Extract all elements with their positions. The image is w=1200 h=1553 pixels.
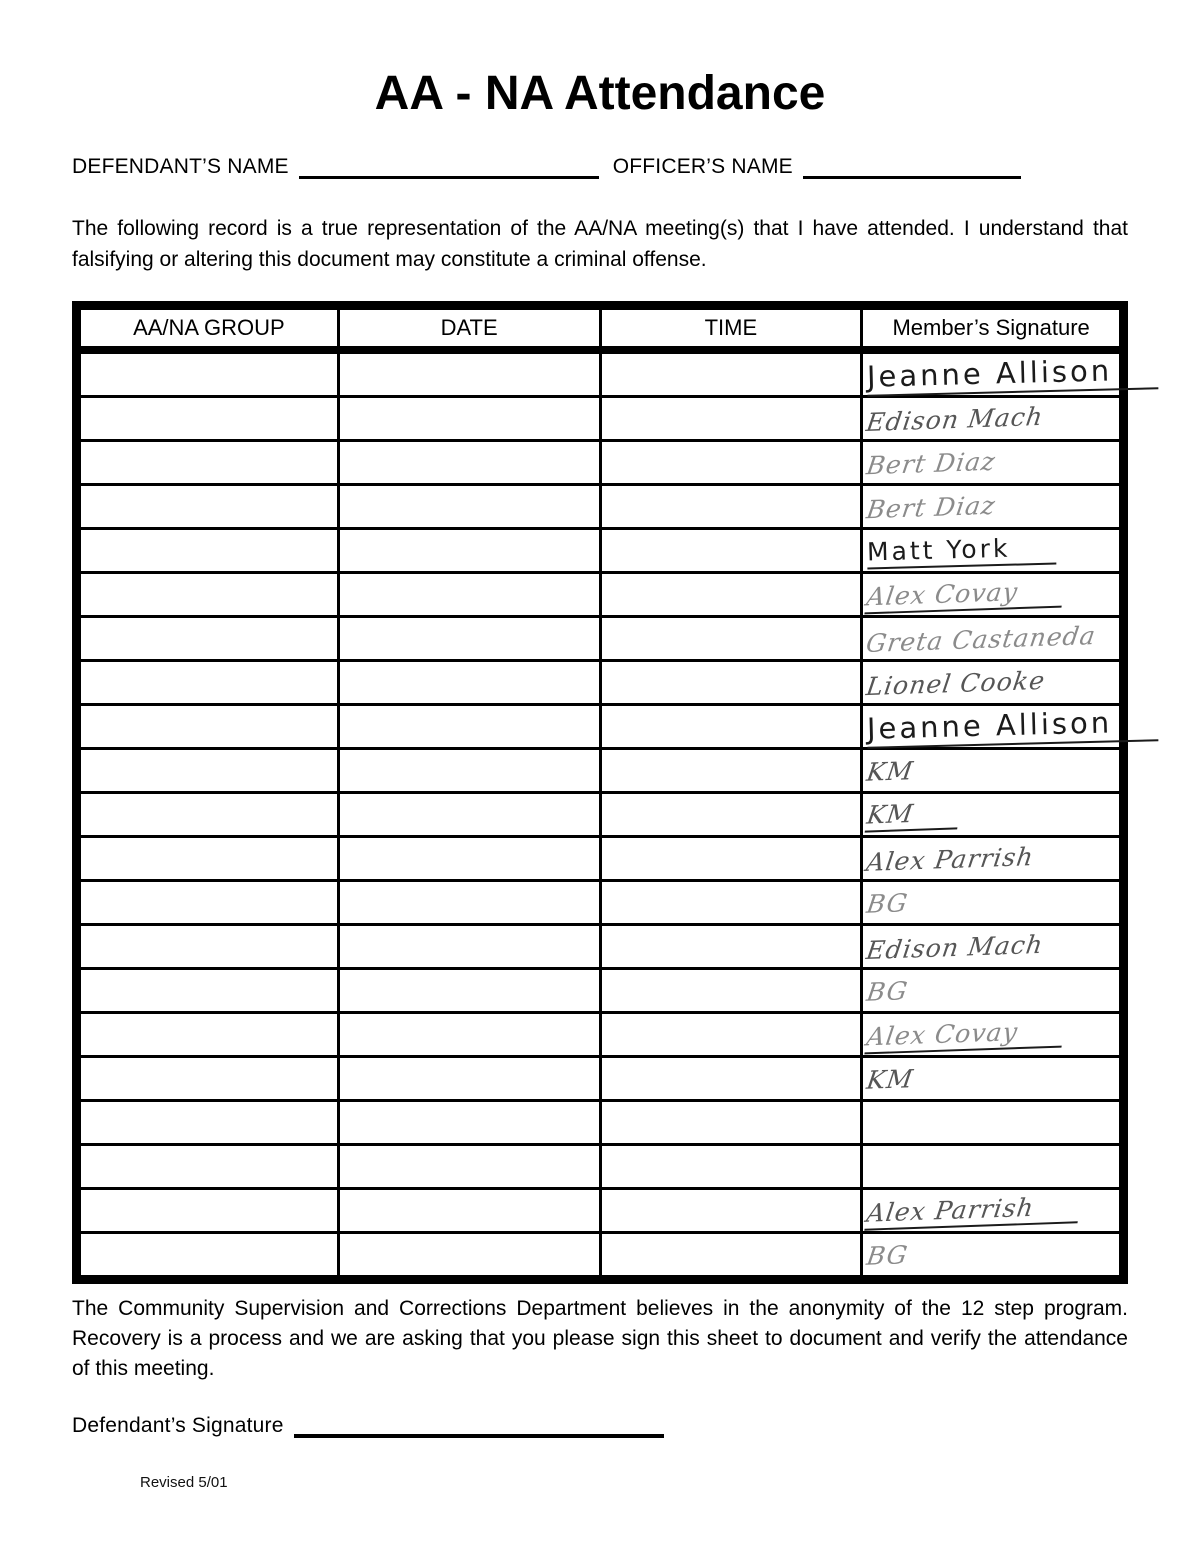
table-row <box>77 1145 1124 1189</box>
signature-cell <box>862 529 1124 573</box>
group-cell <box>77 969 339 1013</box>
time-cell <box>600 617 862 661</box>
time-cell <box>600 661 862 705</box>
attendance-rows <box>77 350 1124 1280</box>
member-signature: KM <box>865 799 962 832</box>
member-signature: Lionel Cooke <box>864 665 1048 701</box>
signature-cell <box>862 1013 1124 1057</box>
group-cell <box>77 397 339 441</box>
member-signature: Edison Mach <box>864 929 1046 965</box>
date-cell <box>338 1101 600 1145</box>
signature-cell <box>862 661 1124 705</box>
group-cell <box>77 925 339 969</box>
column-header-date: DATE <box>338 306 600 351</box>
page-title: AA - NA Attendance <box>374 67 826 120</box>
defendant-signature-row <box>72 1414 1128 1438</box>
date-cell <box>338 837 600 881</box>
footer-paragraph: The Community Supervision and Corrections Department believes in the anonymity of the 12 step program. Recovery is a process and we are asking that you please sign this sheet to document and verify the attendance of this meeting. <box>72 1297 1128 1380</box>
date-cell <box>338 969 600 1013</box>
member-signature: Alex Parrish <box>865 1193 1083 1230</box>
signature-cell <box>862 441 1124 485</box>
time-cell <box>600 793 862 837</box>
group-cell <box>77 749 339 793</box>
signature-cell <box>862 350 1124 397</box>
time-cell <box>600 1189 862 1233</box>
column-header-signature: Member’s Signature <box>862 306 1124 351</box>
date-cell <box>338 397 600 441</box>
date-cell <box>338 1013 600 1057</box>
date-cell <box>338 1233 600 1280</box>
signature-cell <box>862 881 1124 925</box>
group-cell <box>77 1013 339 1057</box>
table-row <box>77 485 1124 529</box>
name-fields-row <box>72 155 1128 179</box>
header-row <box>77 306 1124 351</box>
table-row <box>77 705 1124 749</box>
date-cell <box>338 485 600 529</box>
table-row <box>77 793 1124 837</box>
intro-paragraph: The following record is a true representation of the AA/NA meeting(s) that I have attended. I understand that falsifying or altering this document may constitute a criminal offense. <box>72 217 1128 271</box>
group-cell <box>77 617 339 661</box>
group-cell <box>77 529 339 573</box>
date-cell <box>338 661 600 705</box>
group-cell <box>77 1057 339 1101</box>
member-signature: Jeanne Allison <box>867 355 1159 397</box>
defendant-name-line <box>299 156 599 179</box>
attendance-table-header <box>77 306 1124 351</box>
member-signature: BG <box>865 887 911 919</box>
table-row <box>77 397 1124 441</box>
signature-cell <box>862 793 1124 837</box>
time-cell <box>600 881 862 925</box>
officer-name-line <box>803 156 1021 179</box>
defendant-signature-label: Defendant’s Signature <box>72 1414 284 1437</box>
officer-name-label: OFFICER’S NAME <box>612 155 793 178</box>
signature-cell <box>862 749 1124 793</box>
table-row <box>77 529 1124 573</box>
table-row <box>77 617 1124 661</box>
time-cell <box>600 441 862 485</box>
date-cell <box>338 441 600 485</box>
group-cell <box>77 837 339 881</box>
table-row <box>77 969 1124 1013</box>
table-row <box>77 925 1124 969</box>
column-header-time: TIME <box>600 306 862 351</box>
table-row <box>77 1057 1124 1101</box>
group-cell <box>77 793 339 837</box>
time-cell <box>600 350 862 397</box>
date-cell <box>338 1145 600 1189</box>
date-cell <box>338 925 600 969</box>
signature-cell <box>862 1057 1124 1101</box>
revision-note: Revised 5/01 <box>140 1474 228 1491</box>
date-cell <box>338 529 600 573</box>
date-cell <box>338 705 600 749</box>
member-signature: Edison Mach <box>864 401 1046 437</box>
time-cell <box>600 1057 862 1101</box>
date-cell <box>338 573 600 617</box>
member-signature: BG <box>865 975 911 1007</box>
member-signature: Matt York <box>867 534 1057 569</box>
member-signature: Alex Parrish <box>864 841 1037 877</box>
time-cell <box>600 1013 862 1057</box>
member-signature: Bert Diaz <box>864 490 998 524</box>
table-row <box>77 1101 1124 1145</box>
defendant-name-label: DEFENDANT’S NAME <box>72 155 289 178</box>
member-signature: KM <box>865 1063 916 1095</box>
group-cell <box>77 1145 339 1189</box>
defendant-signature-line <box>294 1414 664 1438</box>
table-row <box>77 1013 1124 1057</box>
date-cell <box>338 749 600 793</box>
signature-cell <box>862 617 1124 661</box>
signature-cell <box>862 837 1124 881</box>
signature-cell <box>862 705 1124 749</box>
table-row <box>77 661 1124 705</box>
table-row <box>77 1233 1124 1280</box>
member-signature: Bert Diaz <box>864 446 998 480</box>
signature-cell <box>862 1101 1124 1145</box>
member-signature: Jeanne Allison <box>867 707 1159 749</box>
attendance-table <box>72 301 1128 1284</box>
table-row <box>77 881 1124 925</box>
time-cell <box>600 573 862 617</box>
group-cell <box>77 1189 339 1233</box>
group-cell <box>77 441 339 485</box>
time-cell <box>600 1101 862 1145</box>
group-cell <box>77 485 339 529</box>
time-cell <box>600 837 862 881</box>
signature-cell <box>862 397 1124 441</box>
time-cell <box>600 705 862 749</box>
signature-cell <box>862 1233 1124 1280</box>
column-header-group: AA/NA GROUP <box>77 306 339 351</box>
table-row <box>77 1189 1124 1233</box>
member-signature: Greta Castaneda <box>864 620 1099 658</box>
table-row <box>77 441 1124 485</box>
group-cell <box>77 661 339 705</box>
group-cell <box>77 705 339 749</box>
time-cell <box>600 1145 862 1189</box>
signature-cell <box>862 969 1124 1013</box>
date-cell <box>338 350 600 397</box>
time-cell <box>600 969 862 1013</box>
time-cell <box>600 485 862 529</box>
member-signature: Alex Covay <box>865 1017 1067 1054</box>
time-cell <box>600 529 862 573</box>
date-cell <box>338 881 600 925</box>
group-cell <box>77 350 339 397</box>
member-signature: KM <box>865 755 916 787</box>
time-cell <box>600 925 862 969</box>
signature-cell <box>862 925 1124 969</box>
member-signature: Alex Covay <box>865 577 1067 614</box>
time-cell <box>600 749 862 793</box>
signature-cell <box>862 1145 1124 1189</box>
signature-cell <box>862 1189 1124 1233</box>
date-cell <box>338 617 600 661</box>
date-cell <box>338 1057 600 1101</box>
member-signature: BG <box>865 1239 911 1271</box>
table-row <box>77 350 1124 397</box>
group-cell <box>77 1101 339 1145</box>
date-cell <box>338 1189 600 1233</box>
group-cell <box>77 573 339 617</box>
group-cell <box>77 881 339 925</box>
table-row <box>77 837 1124 881</box>
table-row <box>77 573 1124 617</box>
date-cell <box>338 793 600 837</box>
signature-cell <box>862 485 1124 529</box>
time-cell <box>600 397 862 441</box>
signature-cell <box>862 573 1124 617</box>
group-cell <box>77 1233 339 1280</box>
time-cell <box>600 1233 862 1280</box>
table-row <box>77 749 1124 793</box>
